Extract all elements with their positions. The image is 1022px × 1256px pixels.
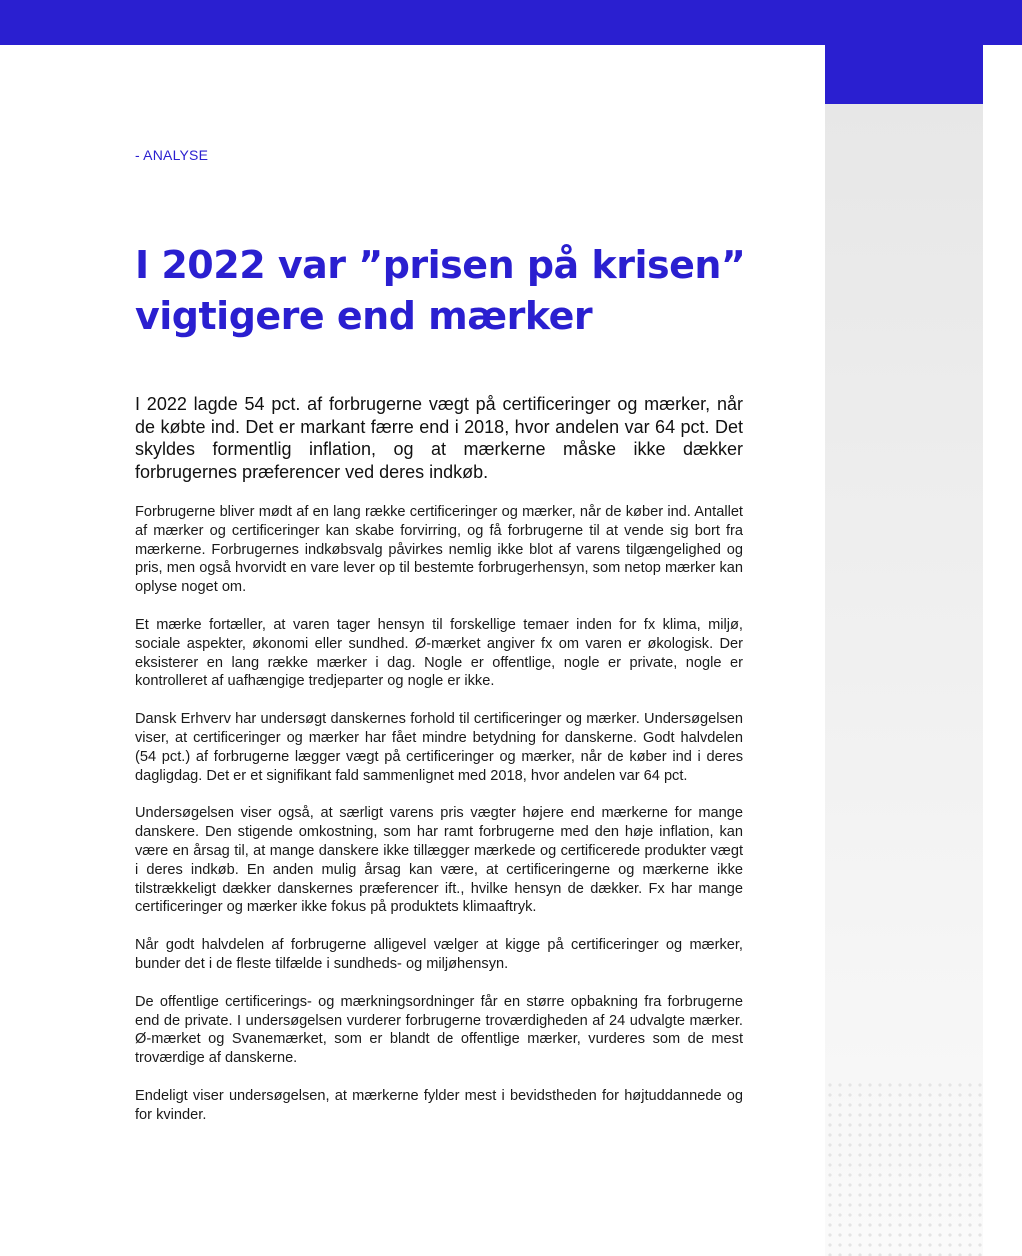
- body-text: [135, 503, 743, 1144]
- title-line-1: I 2022 var ”prisen på krisen”: [135, 243, 746, 287]
- body-paragraph: Når godt halvdelen af forbrugerne alligevel vælger at kigge på certificeringer og mærker, bunder det i de fleste tilfælde i sundheds- og miljøhensyn.: [135, 937, 743, 972]
- side-panel: [825, 45, 983, 1256]
- side-accent-block: [825, 45, 983, 104]
- body-paragraph: Endeligt viser undersøgelsen, at mærkerne fylder mest i bevidstheden for højtuddannede og for kvinder.: [135, 1087, 743, 1123]
- title-line-2: vigtigere end mærker: [135, 294, 593, 338]
- page-title: [135, 240, 755, 342]
- body-paragraph: Dansk Erhverv har undersøgt danskernes forhold til certificeringer og mærker. Undersøgelsen viser, at certificeringer og mærker har fået mindre betydning for danskerne. Godt halvdelen (54 pct.) af forbrugerne lægger vægt på certificeringer og mærker, når de køber ind i deres dagligdag. Det er et signifikant fald sammenlignet med 2018, hvor andelen var 64 pct.: [135, 711, 743, 784]
- dot-pattern-decoration: [825, 1080, 983, 1256]
- lead-paragraph: I 2022 lagde 54 pct. af forbrugerne vægt på certificeringer og mærker, når de købte ind. Det er markant færre end i 2018, hvor andelen var 64 pct. Det skyldes formentlig inflation, og at mærkerne måske ikke dækker forbrugernes præferencer ved deres indkøb.: [135, 394, 743, 482]
- body-paragraph: Forbrugerne bliver mødt af en lang række certificeringer og mærker, når de køber ind. Antallet af mærker og certificeringer kan skabe forvirring, og få forbrugerne til at vende sig bort fra mærkerne. Forbrugernes indkøbsvalg påvirkes nemlig ikke blot af varens tilgængelighed og pris, men også hvorvidt en vare lever op til bestemte forbrugerhensyn, som netop mærker kan oplyse noget om.: [135, 504, 743, 596]
- body-paragraph: Undersøgelsen viser også, at særligt varens pris vægter højere end mærkerne for mange danskere. Den stigende omkostning, som har ramt forbrugerne med den høje inflation, kan være en årsag til, at mange danskere ikke tillægger mærkede og certificerede produkter vægt i deres indkøb. En anden mulig årsag kan være, at certificeringerne og mærkerne ikke tilstrækkeligt dækker danskernes præferencer ift., hvilke hensyn de dækker. Fx har mange certificeringer og mærker ikke fokus på produktets klimaaftryk.: [135, 805, 743, 916]
- body-paragraph: De offentlige certificerings- og mærkningsordninger får en større opbakning fra forbrugerne end de private. I undersøgelsen vurderer forbrugerne troværdigheden af 24 udvalgte mærker. Ø-mærket og Svanemærket, som er blandt de offentlige mærker, vurderes som de mest troværdige af danskerne.: [135, 993, 743, 1067]
- section-label: - ANALYSE: [135, 147, 209, 163]
- body-paragraph: Et mærke fortæller, at varen tager hensyn til forskellige temaer inden for fx klima, miljø, sociale aspekter, økonomi eller sundhed. Ø-mærket angiver fx om varen er økologisk. Der eksisterer en lang række mærker i dag. Nogle er offentlige, nogle er private, nogle er kontrolleret af uafhængige tredjeparter og nogle er ikke.: [135, 616, 743, 690]
- top-accent-bar: [0, 0, 1022, 45]
